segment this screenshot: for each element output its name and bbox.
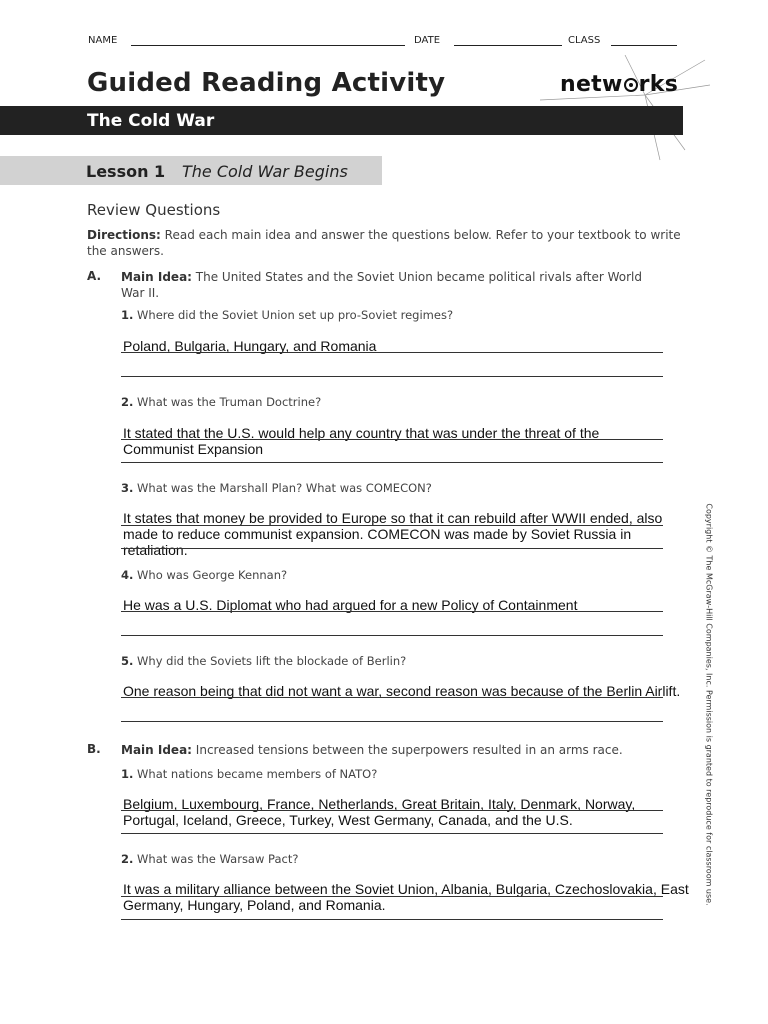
answer-line xyxy=(121,352,663,353)
answer-line xyxy=(121,697,663,698)
date-label: DATE xyxy=(414,35,441,46)
answer-a1[interactable]: Poland, Bulgaria, Hungary, and Romania xyxy=(123,338,377,354)
name-field-line[interactable] xyxy=(131,45,405,46)
review-heading: Review Questions xyxy=(87,201,221,219)
question-a1: 1. Where did the Soviet Union set up pro-Soviet regimes? xyxy=(121,308,454,322)
answer-line xyxy=(121,439,663,440)
page-title: Guided Reading Activity xyxy=(87,68,446,98)
answer-line xyxy=(121,548,663,549)
answer-a2[interactable]: It stated that the U.S. would help any country that was under the threat of the Communist Expansion xyxy=(123,425,600,457)
lesson-title: The Cold War Begins xyxy=(182,162,348,181)
topic-banner xyxy=(0,106,683,135)
answer-line xyxy=(121,376,663,377)
answer-a5[interactable]: One reason being that did not want a war, second reason was because of the Berlin Airlift. xyxy=(123,683,681,699)
answer-b1[interactable]: Belgium, Luxembourg, France, Netherlands, Great Britain, Italy, Denmark, Norway, Portugal, Iceland, Greece, Turkey, West Germany, Canada, and the U.S. xyxy=(123,796,636,828)
section-a-main-idea: Main Idea: The United States and the Soviet Union became political rivals after World War II. xyxy=(121,270,642,300)
answer-b2[interactable]: It was a military alliance between the Soviet Union, Albania, Bulgaria, Czechoslovakia, East Germany, Hungary, Poland, and Romania. xyxy=(123,881,689,913)
answer-line xyxy=(121,810,663,811)
class-label: CLASS xyxy=(568,35,601,46)
answer-a4[interactable]: He was a U.S. Diplomat who had argued for a new Policy of Containment xyxy=(123,597,578,613)
question-b2: 2. What was the Warsaw Pact? xyxy=(121,852,299,866)
answer-line xyxy=(121,611,663,612)
question-b1: 1. What nations became members of NATO? xyxy=(121,767,378,781)
class-field-line[interactable] xyxy=(611,45,677,46)
question-a3: 3. What was the Marshall Plan? What was COMECON? xyxy=(121,481,432,495)
question-a4: 4. Who was George Kennan? xyxy=(121,568,288,582)
section-b-main-idea: Main Idea: Increased tensions between the superpowers resulted in an arms race. xyxy=(121,743,623,757)
name-label: NAME xyxy=(88,35,118,46)
directions-label: Directions: xyxy=(87,228,161,242)
lesson-number: Lesson 1 xyxy=(86,162,166,181)
answer-line xyxy=(121,919,663,920)
lesson-box xyxy=(0,156,382,185)
answer-line xyxy=(121,525,663,526)
answer-a3[interactable]: It states that money be provided to Europe so that it can rebuild after WWII ended, also made to reduce communist expansion. COMECON was made by Soviet Russia in retaliation. xyxy=(123,510,663,558)
networks-logo: netw rks xyxy=(560,72,679,97)
answer-line xyxy=(121,721,663,722)
directions-text: Read each main idea and answer the questions below. Refer to your textbook to write the answers. xyxy=(87,228,681,258)
answer-line xyxy=(121,462,663,463)
logo-o-icon xyxy=(624,78,638,92)
section-a-letter: A. xyxy=(87,269,102,283)
question-a2: 2. What was the Truman Doctrine? xyxy=(121,395,322,409)
answer-line xyxy=(121,833,663,834)
date-field-line[interactable] xyxy=(454,45,562,46)
answer-line xyxy=(121,896,663,897)
section-b-letter: B. xyxy=(87,742,101,756)
copyright-notice: Copyright © The McGraw-Hill Companies, Inc. Permission is granted to reproduce for classroom use. xyxy=(704,503,714,906)
topic-title: The Cold War xyxy=(87,111,215,131)
question-a5: 5. Why did the Soviets lift the blockade of Berlin? xyxy=(121,654,407,668)
directions xyxy=(87,227,687,259)
answer-line xyxy=(121,635,663,636)
